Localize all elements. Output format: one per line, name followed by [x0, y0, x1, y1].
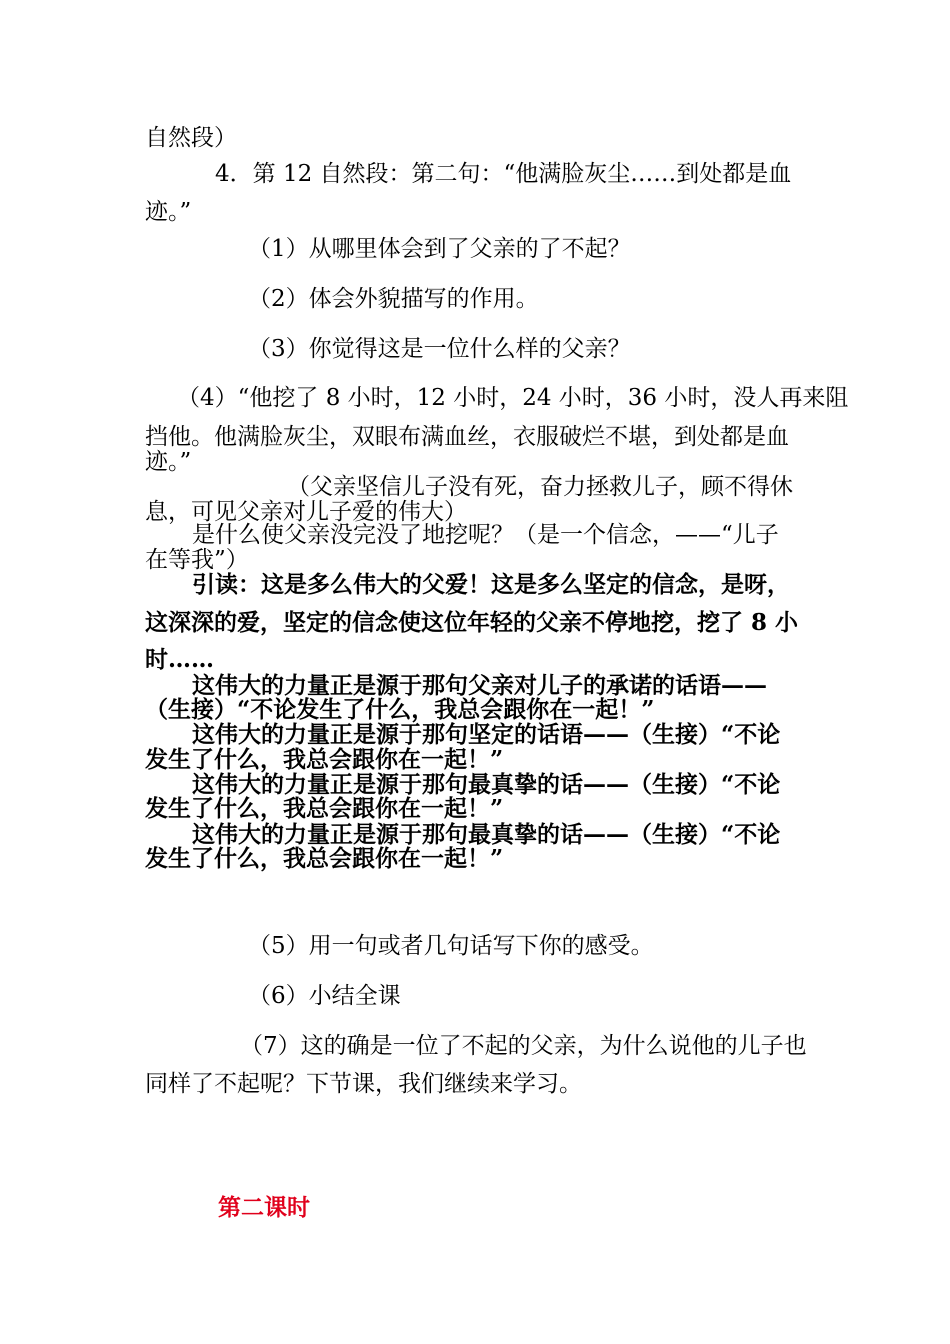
text-line: 这伟大的力量正是源于那句父亲对儿子的承诺的话语—— — [192, 672, 767, 699]
text-line: （生接）“不论发生了什么，我总会跟你在一起！” — [145, 696, 655, 723]
text-line: 4．第 12 自然段：第二句：“他满脸灰尘……到处都是血 — [215, 161, 792, 187]
text-line: （3）你觉得这是一位什么样的父亲？ — [248, 336, 631, 362]
text-line: 息，可见父亲对儿子爱的伟大） — [145, 499, 467, 525]
text-line: 时…… — [145, 646, 214, 673]
text-line: 是什么使父亲没完没了地挖呢？（是一个信念，——“儿子 — [192, 522, 779, 548]
text-line: （1）从哪里体会到了父亲的了不起？ — [248, 236, 631, 262]
section-heading: 第二课时 — [218, 1194, 310, 1221]
text-line: 迹。” — [145, 199, 192, 225]
text-line: （6）小结全课 — [248, 983, 401, 1009]
text-line: 同样了不起呢？下节课，我们继续来学习。 — [145, 1071, 582, 1097]
text-line: 在等我”） — [145, 547, 249, 573]
text-line: 这伟大的力量正是源于那句最真挚的话——（生接）“不论 — [192, 821, 781, 848]
text-line: 迹。” — [145, 449, 192, 475]
text-line: 引读：这是多么伟大的父爱！这是多么坚定的信念，是呀， — [192, 571, 790, 598]
text-line: （2）体会外貌描写的作用。 — [248, 286, 539, 312]
text-line: （5）用一句或者几句话写下你的感受。 — [248, 933, 654, 959]
text-line: 发生了什么，我总会跟你在一起！” — [145, 795, 504, 822]
text-line: 自然段） — [145, 125, 237, 151]
text-line: （4）“他挖了 8 小时，12 小时，24 小时，36 小时，没人再来阻 — [177, 385, 849, 411]
text-line: 挡他。他满脸灰尘，双眼布满血丝，衣服破烂不堪，到处都是血 — [145, 424, 789, 450]
text-line: （父亲坚信儿子没有死，奋力拯救儿子，顾不得休 — [287, 474, 793, 500]
text-line: （7）这的确是一位了不起的父亲，为什么说他的儿子也 — [240, 1033, 807, 1059]
text-line: 发生了什么，我总会跟你在一起！” — [145, 746, 504, 773]
text-line: 发生了什么，我总会跟你在一起！” — [145, 845, 504, 872]
text-line: 这伟大的力量正是源于那句最真挚的话——（生接）“不论 — [192, 771, 781, 798]
text-line: 这伟大的力量正是源于那句坚定的话语——（生接）“不论 — [192, 721, 781, 748]
text-line: 这深深的爱，坚定的信念使这位年轻的父亲不停地挖，挖了 8 小 — [145, 609, 799, 636]
